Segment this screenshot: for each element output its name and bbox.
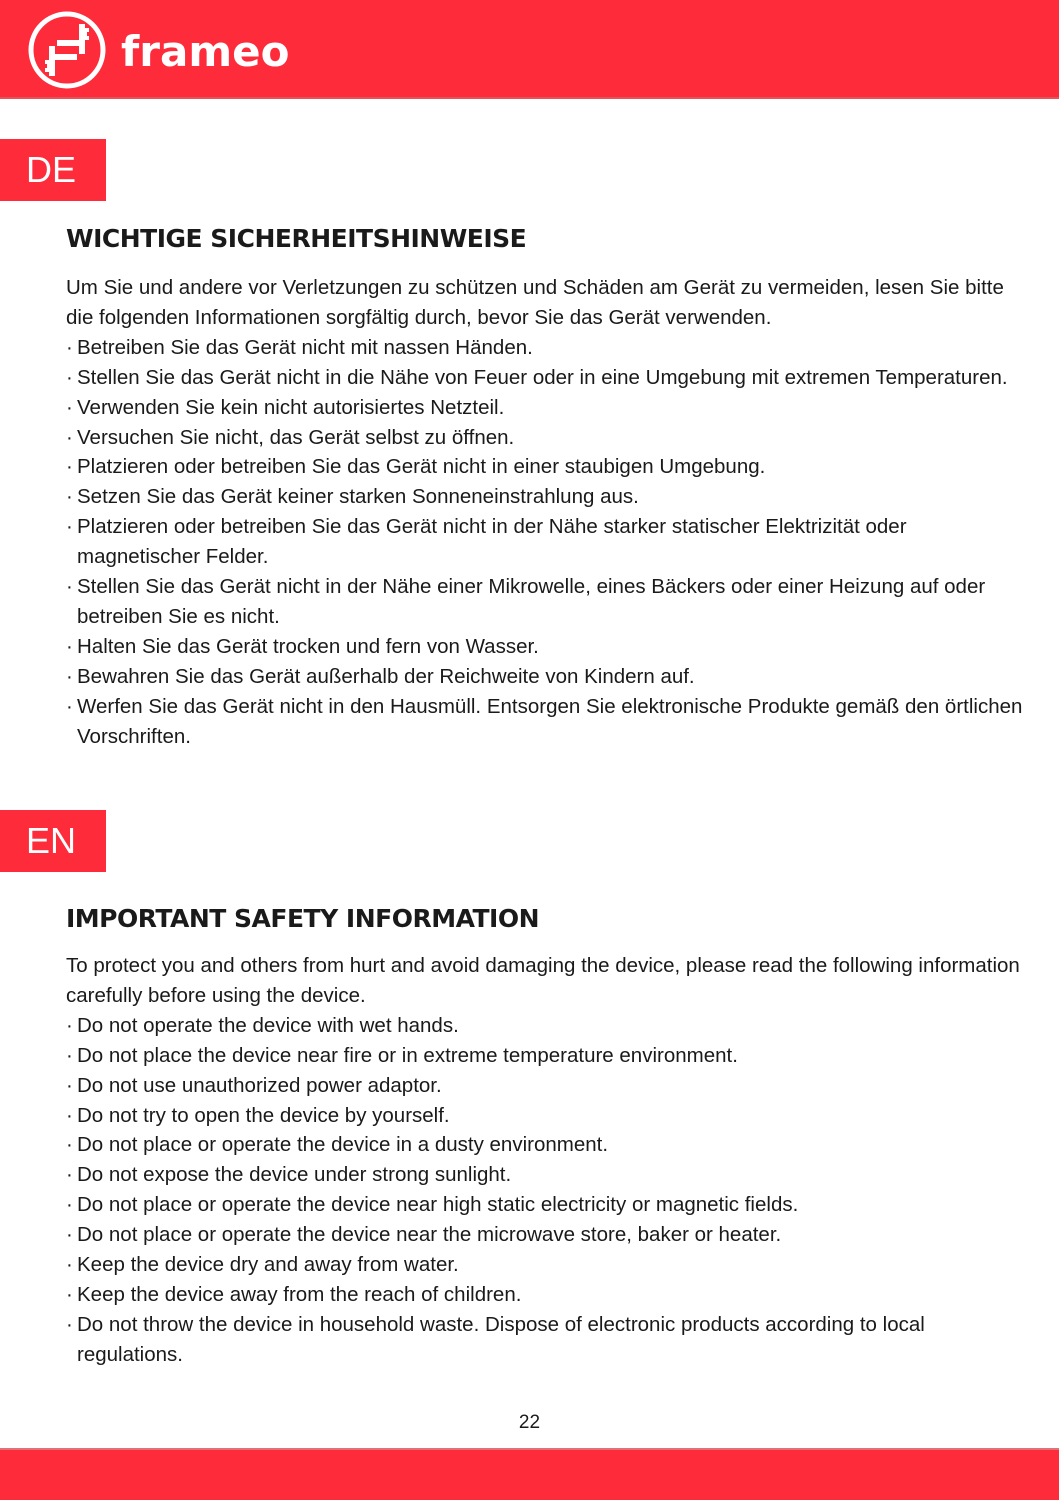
section-title-en: IMPORTANT SAFETY INFORMATION [66,904,540,933]
bullet-dot-icon: · [66,1103,73,1127]
list-item [66,512,1026,572]
safety-list-de [66,333,1026,752]
bullet-dot-icon: · [66,425,73,449]
list-item [66,333,1026,363]
list-item [66,1310,1026,1370]
lang-badge-en: EN [0,810,106,872]
list-item [66,1011,1026,1041]
list-item [66,1160,1026,1190]
list-item-text: Werfen Sie das Gerät nicht in den Hausmüll. Entsorgen Sie elektronische Produkte gemäß den örtlichen Vorschriften. [77,694,1023,748]
bullet-dot-icon: · [66,694,73,718]
list-item-text: Versuchen Sie nicht, das Gerät selbst zu öffnen. [77,425,515,449]
list-item-text: Do not operate the device with wet hands. [77,1013,459,1037]
bullet-dot-icon: · [66,1312,73,1336]
list-item [66,423,1026,453]
list-item-text: Stellen Sie das Gerät nicht in der Nähe einer Mikrowelle, eines Bäckers oder einer Heizung auf oder betreiben Sie es nicht. [77,575,986,628]
bullet-dot-icon: · [66,1073,73,1097]
bullet-dot-icon: · [66,634,73,658]
list-item-text: Betreiben Sie das Gerät nicht mit nassen Händen. [77,335,533,359]
bullet-dot-icon: · [66,1043,73,1067]
bullet-dot-icon: · [66,664,73,688]
bullet-dot-icon: · [66,485,73,509]
bullet-dot-icon: · [66,365,73,389]
list-item-text: Do not place the device near fire or in extreme temperature environment. [77,1043,738,1067]
safety-body-en [66,951,1026,1370]
brand-name: frameo [121,27,290,76]
bullet-dot-icon: · [66,1253,73,1277]
list-item [66,572,1026,632]
frameo-logo [27,10,289,90]
safety-list-en [66,1011,1026,1370]
list-item-text: Do not place or operate the device near the microwave store, baker or heater. [77,1223,782,1247]
list-item-text: Setzen Sie das Gerät keiner starken Sonneneinstrahlung aus. [77,485,639,509]
intro-text-de: Um Sie und andere vor Verletzungen zu schützen und Schäden am Gerät zu vermeiden, lesen Sie bitte die folgenden Informationen sorgfältig durch, bevor Sie das Gerät verwenden. [66,276,1004,329]
list-item [66,1071,1026,1101]
list-item [66,1250,1026,1280]
list-item [66,1101,1026,1131]
list-item [66,1041,1026,1071]
bullet-dot-icon: · [66,335,73,359]
list-item [66,482,1026,512]
bullet-dot-icon: · [66,1013,73,1037]
list-item [66,452,1026,482]
lang-badge-de: DE [0,139,106,201]
list-item-text: Do not try to open the device by yourself. [77,1103,450,1127]
list-item-text: Keep the device dry and away from water. [77,1253,459,1277]
bullet-dot-icon: · [66,1133,73,1157]
list-item-text: Verwenden Sie kein nicht autorisiertes Netzteil. [77,395,505,419]
bullet-dot-icon: · [66,455,73,479]
list-item-text: Do not use unauthorized power adaptor. [77,1073,442,1097]
list-item [66,632,1026,662]
bullet-dot-icon: · [66,575,73,599]
list-item-text: Stellen Sie das Gerät nicht in die Nähe von Feuer oder in eine Umgebung mit extremen Temperaturen. [77,365,1008,389]
frameo-hands-frame-icon [27,10,107,90]
list-item-text: Do not place or operate the device near high static electricity or magnetic fields. [77,1193,799,1217]
list-item-text: Platzieren oder betreiben Sie das Gerät nicht in der Nähe starker statischer Elektrizität oder magnetischer Felder. [77,515,907,569]
list-item-text: Halten Sie das Gerät trocken und fern von Wasser. [77,634,539,658]
list-item [66,1220,1026,1250]
bullet-dot-icon: · [66,395,73,419]
bullet-dot-icon: · [66,1193,73,1217]
list-item [66,393,1026,423]
section-title-de: WICHTIGE SICHERHEITSHINWEISE [66,224,527,253]
list-item [66,692,1026,752]
header-band [0,0,1059,99]
intro-text-en: To protect you and others from hurt and avoid damaging the device, please read the following information carefully before using the device. [66,954,1020,1007]
list-item [66,662,1026,692]
list-item-text: Do not expose the device under strong sunlight. [77,1163,512,1187]
bullet-dot-icon: · [66,1223,73,1247]
safety-body-de [66,273,1026,752]
list-item-text: Do not place or operate the device in a dusty environment. [77,1133,609,1157]
footer-band [0,1448,1059,1500]
list-item-text: Keep the device away from the reach of children. [77,1282,522,1306]
list-item [66,363,1026,393]
list-item-text: Platzieren oder betreiben Sie das Gerät nicht in einer staubigen Umgebung. [77,455,766,479]
list-item-text: Bewahren Sie das Gerät außerhalb der Reichweite von Kindern auf. [77,664,695,688]
page-number: 22 [518,1412,541,1433]
list-item [66,1130,1026,1160]
list-item-text: Do not throw the device in household waste. Dispose of electronic products according to local regulations. [77,1312,925,1366]
bullet-dot-icon: · [66,1163,73,1187]
bullet-dot-icon: · [66,1282,73,1306]
list-item [66,1190,1026,1220]
bullet-dot-icon: · [66,515,73,539]
list-item [66,1280,1026,1310]
